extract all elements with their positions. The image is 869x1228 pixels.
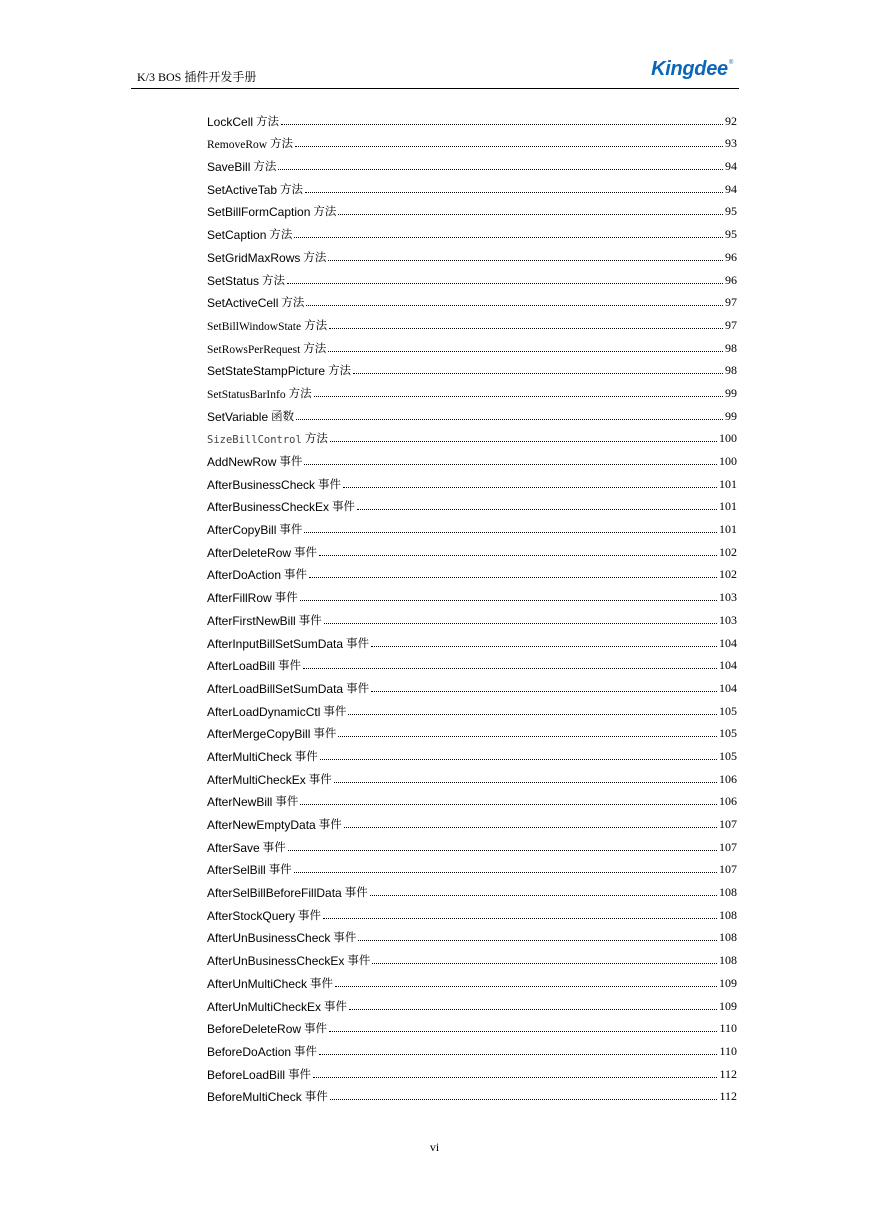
toc-entry[interactable] <box>207 1014 737 1037</box>
toc-entry-type: 事件 <box>298 612 322 627</box>
toc-entry-title: SetRowsPerRequest <box>207 343 301 356</box>
toc-entry-type: 事件 <box>298 907 322 922</box>
toc-entry-type: 事件 <box>346 635 370 650</box>
toc-entry-title: SetCaption <box>207 228 267 243</box>
toc-entry-title: AfterNewBill <box>207 795 273 810</box>
toc-entry-page: 92 <box>725 113 737 128</box>
dot-leader <box>304 532 717 533</box>
toc-entry-page: 101 <box>719 499 737 514</box>
toc-entry[interactable] <box>207 174 737 197</box>
toc-entry-title: AfterBusinessCheck <box>207 477 316 492</box>
dot-leader <box>313 1077 717 1078</box>
toc-entry-type: 事件 <box>284 567 308 582</box>
toc-entry-title: SetActiveCell <box>207 296 279 311</box>
toc-entry-page: 110 <box>719 1043 737 1058</box>
toc-entry-title: SetBillWindowState <box>207 320 302 333</box>
toc-entry-type: 事件 <box>294 544 318 559</box>
document-title: K/3 BOS 插件开发手册 <box>137 70 257 84</box>
toc-entry-title: AfterStockQuery <box>207 908 296 923</box>
toc-entry[interactable] <box>207 719 737 742</box>
toc-entry[interactable] <box>207 764 737 787</box>
dot-leader <box>300 600 717 601</box>
toc-entry[interactable] <box>207 696 737 719</box>
toc-entry-title: SetStatusBarInfo <box>207 388 286 401</box>
toc-entry-page: 112 <box>719 1066 737 1081</box>
dot-leader <box>323 918 717 919</box>
toc-entry-page: 106 <box>719 794 737 809</box>
dot-leader <box>371 646 717 647</box>
toc-entry-page: 100 <box>719 454 737 468</box>
dot-leader <box>304 464 717 465</box>
dot-leader <box>294 872 717 873</box>
dot-leader <box>338 214 723 215</box>
toc-entry-page: 108 <box>719 907 737 922</box>
toc-entry-type: 方法 <box>262 272 286 287</box>
toc-entry-title: AfterUnMultiCheck <box>207 976 308 991</box>
toc-entry-type: 事件 <box>278 658 302 673</box>
toc-entry[interactable] <box>207 106 737 129</box>
toc-entry-type: 方法 <box>270 136 294 151</box>
toc-entry-page: 104 <box>719 635 737 650</box>
dot-leader <box>294 237 723 238</box>
toc-entry-type: 事件 <box>332 499 356 514</box>
dot-leader <box>300 804 717 805</box>
toc-entry-title: AfterNewEmptyData <box>207 818 316 832</box>
toc-entry-type: 方法 <box>269 227 293 242</box>
dot-leader <box>306 305 723 306</box>
toc-entry-title: AfterBusinessCheckEx <box>207 500 330 515</box>
dot-leader <box>370 895 717 896</box>
dot-leader <box>320 759 717 760</box>
dot-leader <box>328 260 723 261</box>
kingdee-logo <box>651 58 733 81</box>
toc-entry[interactable] <box>207 877 737 900</box>
dot-leader <box>288 850 717 851</box>
dot-leader <box>338 736 717 737</box>
toc-entry-title: BeforeDeleteRow <box>207 1022 302 1037</box>
toc-entry-page: 104 <box>719 658 737 673</box>
toc-entry-title: AfterSelBillBeforeFillData <box>207 886 342 901</box>
toc-entry-type: 事件 <box>304 1021 328 1036</box>
toc-entry[interactable] <box>207 288 737 311</box>
toc-entry[interactable] <box>207 401 737 424</box>
toc-entry-page: 100 <box>719 431 737 446</box>
logo-text: Kingdee <box>651 58 728 80</box>
dot-leader <box>349 1009 717 1010</box>
toc-entry-page: 112 <box>719 1089 737 1104</box>
toc-entry-type: 事件 <box>304 1089 328 1104</box>
toc-entry-type: 事件 <box>275 794 299 809</box>
toc-entry-type: 事件 <box>268 862 292 877</box>
toc-entry-title: AfterSave <box>207 840 260 855</box>
toc-entry-type: 方法 <box>303 249 327 264</box>
toc-entry[interactable] <box>207 492 737 515</box>
toc-entry-type: 方法 <box>256 113 280 128</box>
toc-entry-page: 99 <box>725 385 737 400</box>
toc-entry[interactable] <box>207 855 737 878</box>
toc-entry-title: LockCell <box>207 114 254 129</box>
toc-entry[interactable] <box>207 673 737 696</box>
toc-entry-title: RemoveRow <box>207 139 268 152</box>
toc-entry-title: AfterInputBillSetSumData <box>207 636 344 651</box>
toc-entry-title: AfterUnBusinessCheckEx <box>207 954 345 969</box>
toc-entry-page: 96 <box>725 249 737 264</box>
toc-entry[interactable] <box>207 968 737 991</box>
toc-entry-type: 事件 <box>346 680 370 695</box>
dot-leader <box>348 714 717 715</box>
toc-entry[interactable] <box>207 219 737 242</box>
toc-entry-page: 109 <box>719 975 737 990</box>
toc-entry-page: 96 <box>725 272 737 287</box>
toc-entry-type: 事件 <box>323 703 347 718</box>
toc-entry-type: 事件 <box>279 522 303 537</box>
toc-entry[interactable] <box>207 424 737 447</box>
toc-entry[interactable] <box>207 832 737 855</box>
dot-leader <box>309 577 717 578</box>
toc-entry-title: AfterDeleteRow <box>207 545 292 560</box>
toc-entry[interactable] <box>207 356 737 379</box>
toc-entry-page: 107 <box>719 862 737 877</box>
toc-entry[interactable] <box>207 514 737 537</box>
toc-entry-page: 106 <box>719 771 737 786</box>
toc-entry[interactable] <box>207 900 737 923</box>
toc-entry-title: SetStatus <box>207 273 260 288</box>
toc-entry-page: 104 <box>719 680 737 695</box>
toc-entry-page: 103 <box>719 612 737 627</box>
toc-entry[interactable] <box>207 945 737 968</box>
toc-entry-title: AfterFirstNewBill <box>207 613 296 628</box>
toc-entry-page: 93 <box>725 136 737 151</box>
dot-leader <box>372 963 717 964</box>
toc-entry-title: SizeBillControl <box>207 434 302 447</box>
toc-entry[interactable] <box>207 1036 737 1059</box>
toc-entry[interactable] <box>207 310 737 333</box>
dot-leader <box>319 1054 717 1055</box>
table-of-contents <box>207 106 737 1104</box>
toc-entry[interactable] <box>207 605 737 628</box>
toc-entry-title: AfterUnBusinessCheck <box>207 931 331 946</box>
toc-entry-page: 98 <box>725 340 737 355</box>
toc-entry-page: 97 <box>725 295 737 310</box>
toc-entry-type: 事件 <box>318 476 342 491</box>
toc-entry-type: 方法 <box>303 340 327 355</box>
dot-leader <box>281 124 723 125</box>
toc-entry-page: 103 <box>719 590 737 605</box>
toc-entry-type: 方法 <box>253 159 277 174</box>
dot-leader <box>335 986 717 987</box>
toc-entry-page: 101 <box>719 522 737 537</box>
toc-entry-page: 95 <box>725 204 737 219</box>
toc-entry[interactable] <box>207 1082 737 1105</box>
toc-entry-type: 事件 <box>333 930 357 945</box>
dot-leader <box>344 827 717 828</box>
toc-entry-type: 事件 <box>274 590 298 605</box>
toc-entry-type: 事件 <box>262 839 286 854</box>
toc-entry-title: SetBillFormCaption <box>207 205 311 220</box>
dot-leader <box>303 668 717 669</box>
toc-entry-type: 事件 <box>324 998 348 1013</box>
dot-leader <box>305 192 723 193</box>
toc-entry[interactable] <box>207 787 737 810</box>
toc-entry-title: AfterMultiCheck <box>207 749 292 764</box>
toc-entry-title: AfterMultiCheckEx <box>207 772 306 787</box>
dot-leader <box>343 487 717 488</box>
toc-entry[interactable] <box>207 651 737 674</box>
toc-entry[interactable] <box>207 560 737 583</box>
toc-entry-type: 事件 <box>313 726 337 741</box>
toc-entry-title: SetVariable <box>207 409 269 424</box>
toc-entry-title: BeforeMultiCheck <box>207 1090 302 1105</box>
toc-entry-title: AfterMergeCopyBill <box>207 727 311 742</box>
dot-leader <box>324 623 717 624</box>
toc-entry[interactable] <box>207 151 737 174</box>
toc-entry-type: 事件 <box>310 975 334 990</box>
toc-entry[interactable] <box>207 537 737 560</box>
toc-entry-title: AfterLoadBillSetSumData <box>207 681 344 696</box>
dot-leader <box>287 283 723 284</box>
toc-entry[interactable] <box>207 628 737 651</box>
toc-entry-title: SetGridMaxRows <box>207 250 301 265</box>
toc-entry-page: 98 <box>725 363 737 378</box>
toc-entry-page: 105 <box>719 703 737 718</box>
toc-entry-page: 108 <box>719 885 737 900</box>
toc-entry-type: 方法 <box>304 317 328 332</box>
toc-entry-page: 110 <box>719 1021 737 1036</box>
toc-entry-page: 97 <box>725 317 737 332</box>
toc-entry-page: 105 <box>719 748 737 763</box>
toc-entry-title: AfterDoAction <box>207 568 282 583</box>
toc-entry-title: AfterUnMultiCheckEx <box>207 999 322 1014</box>
toc-entry-page: 99 <box>725 408 737 423</box>
toc-entry-page: 94 <box>725 181 737 196</box>
toc-entry-type: 事件 <box>294 1043 318 1058</box>
dot-leader <box>330 441 717 442</box>
toc-entry-page: 105 <box>719 726 737 741</box>
toc-entry-title: AfterFillRow <box>207 591 272 606</box>
page-number: vi <box>429 1140 440 1154</box>
dot-leader <box>314 396 723 397</box>
toc-entry-page: 95 <box>725 227 737 242</box>
toc-entry-title: SaveBill <box>207 160 251 175</box>
dot-leader <box>358 940 717 941</box>
toc-entry-title: AfterSelBill <box>207 863 266 878</box>
registered-mark: ® <box>728 60 733 66</box>
toc-entry-title: AddNewRow <box>207 455 277 469</box>
dot-leader <box>371 691 717 692</box>
dot-leader <box>296 419 723 420</box>
toc-entry[interactable] <box>207 809 737 832</box>
toc-entry[interactable] <box>207 991 737 1014</box>
toc-entry-page: 102 <box>719 544 737 559</box>
toc-entry-page: 108 <box>719 930 737 945</box>
toc-entry[interactable] <box>207 582 737 605</box>
toc-entry[interactable] <box>207 378 737 401</box>
toc-entry-type: 事件 <box>279 454 303 468</box>
toc-entry-type: 方法 <box>304 431 328 446</box>
toc-entry-page: 107 <box>719 817 737 831</box>
toc-entry-type: 方法 <box>313 204 337 219</box>
dot-leader <box>278 169 723 170</box>
toc-entry[interactable] <box>207 741 737 764</box>
toc-entry-title: AfterLoadBill <box>207 659 276 674</box>
toc-entry[interactable] <box>207 333 737 356</box>
toc-entry-page: 94 <box>725 159 737 174</box>
toc-entry-page: 108 <box>719 953 737 968</box>
toc-entry-type: 方法 <box>328 363 352 378</box>
dot-leader <box>319 555 717 556</box>
toc-entry-title: AfterCopyBill <box>207 523 277 538</box>
dot-leader <box>334 782 717 783</box>
toc-entry-type: 方法 <box>281 295 305 310</box>
dot-leader <box>330 1099 718 1100</box>
toc-entry[interactable] <box>207 1059 737 1082</box>
toc-entry-title: BeforeLoadBill <box>207 1067 286 1082</box>
dot-leader <box>295 146 723 147</box>
toc-entry-title: BeforeDoAction <box>207 1044 292 1059</box>
toc-entry-type: 事件 <box>288 1066 312 1081</box>
toc-entry-title: AfterLoadDynamicCtl <box>207 704 321 719</box>
toc-entry-type: 事件 <box>344 885 368 900</box>
dot-leader <box>329 1031 717 1032</box>
toc-entry-type: 函数 <box>271 408 295 423</box>
dot-leader <box>357 509 717 510</box>
toc-entry[interactable] <box>207 923 737 946</box>
toc-entry-type: 方法 <box>280 181 304 196</box>
toc-entry-page: 102 <box>719 567 737 582</box>
dot-leader <box>328 351 723 352</box>
toc-entry-type: 方法 <box>288 385 312 400</box>
toc-entry-title: SetActiveTab <box>207 182 278 197</box>
dot-leader <box>329 328 723 329</box>
toc-entry-type: 事件 <box>294 748 318 763</box>
toc-entry[interactable] <box>207 242 737 265</box>
toc-entry-title: SetStateStampPicture <box>207 364 326 379</box>
page-header <box>131 54 739 89</box>
toc-entry[interactable] <box>207 446 737 469</box>
toc-entry[interactable] <box>207 129 737 152</box>
toc-entry[interactable] <box>207 265 737 288</box>
toc-entry[interactable] <box>207 469 737 492</box>
toc-entry-page: 101 <box>719 476 737 491</box>
toc-entry-page: 107 <box>719 839 737 854</box>
toc-entry-page: 109 <box>719 998 737 1013</box>
toc-entry-type: 事件 <box>347 953 371 968</box>
toc-entry[interactable] <box>207 197 737 220</box>
toc-entry-type: 事件 <box>308 771 332 786</box>
dot-leader <box>353 373 723 374</box>
toc-entry-type: 事件 <box>318 817 342 831</box>
